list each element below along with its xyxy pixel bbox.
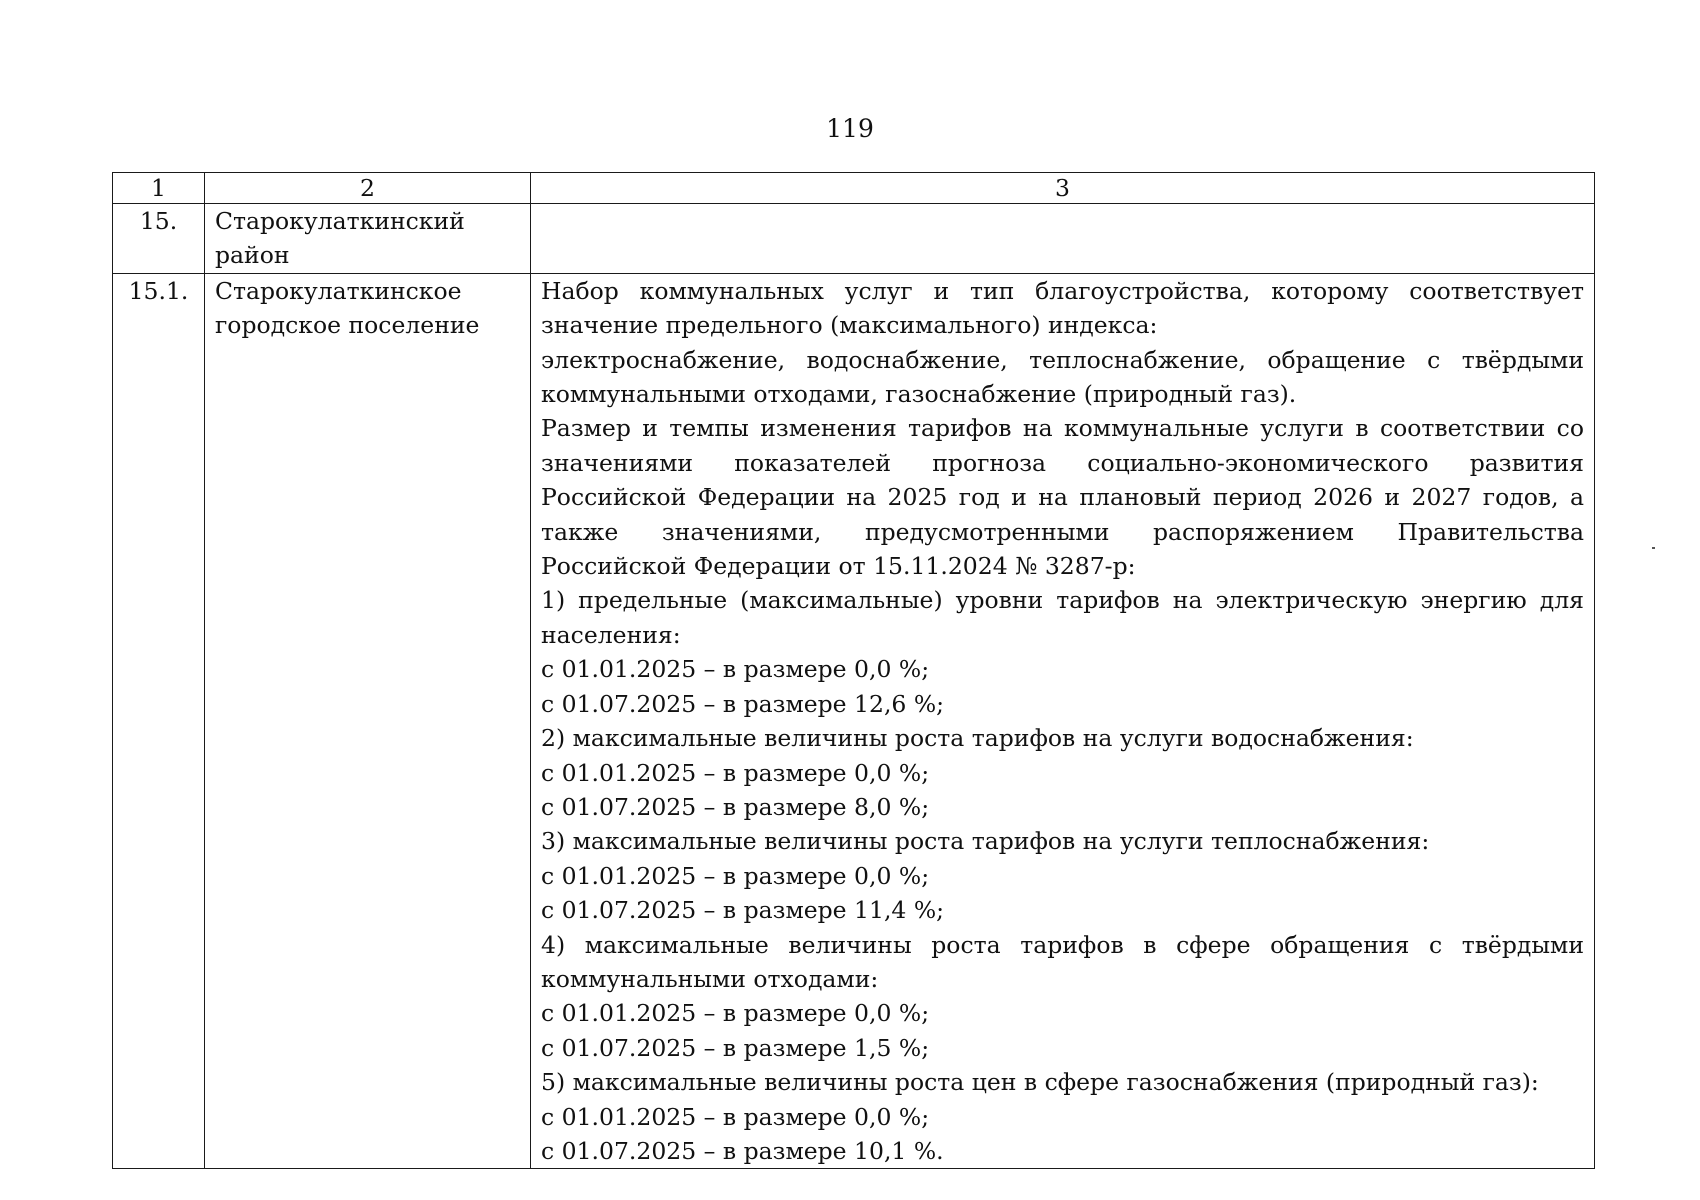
column-number-1: 1 (113, 173, 205, 204)
paragraph-services-list: электроснабжение, водоснабжение, теплоснабжение, обращение с твёрдыми коммунальными отходами, газоснабжение (природный газ). (541, 345, 1584, 409)
item-gas-jul: с 01.07.2025 – в размере 10,1 %. (541, 1136, 944, 1165)
tariff-table (112, 172, 1595, 1169)
item-water-jul: с 01.07.2025 – в размере 8,0 %; (541, 792, 930, 821)
item-waste-jul: с 01.07.2025 – в размере 1,5 %; (541, 1033, 930, 1062)
item-electricity-jul: с 01.07.2025 – в размере 12,6 %; (541, 689, 945, 718)
district-content (531, 204, 1595, 274)
tariff-description (531, 273, 1595, 1169)
district-name: Старокулаткинский район (205, 204, 531, 274)
item-electricity-heading: 1) предельные (максимальные) уровни тарифов на электрическую энергию для населения: (541, 586, 1584, 649)
column-number-2: 2 (205, 173, 531, 204)
table-row-district (113, 204, 1595, 274)
item-waste-jan: с 01.01.2025 – в размере 0,0 %; (541, 999, 930, 1028)
item-water-jan: с 01.01.2025 – в размере 0,0 %; (541, 758, 930, 787)
table-header-row (113, 173, 1595, 204)
item-gas-jan: с 01.01.2025 – в размере 0,0 %; (541, 1102, 930, 1131)
district-number: 15. (113, 204, 205, 274)
settlement-number: 15.1. (113, 273, 205, 1169)
scan-speck (1652, 547, 1655, 549)
page-number: 119 (826, 114, 874, 143)
paragraph-tariff-basis: Размер и темпы изменения тарифов на коммунальные услуги в соответствии со значениями показателей прогноза социально-экономического развития Российской Федерации на 2025 год и на плановый период 2026 и 2027 годов, а также значениями, предусмотренными распоряжением Правительства Российской Федерации от 15.11.2024 № 3287-р: (541, 414, 1584, 581)
item-gas-heading: 5) максимальные величины роста цен в сфере газоснабжения (природный газ): (541, 1068, 1539, 1097)
table-row-settlement (113, 273, 1595, 1169)
item-heat-heading: 3) максимальные величины роста тарифов на услуги теплоснабжения: (541, 827, 1430, 856)
item-waste-heading: 4) максимальные величины роста тарифов в сфере обращения с твёрдыми коммунальными отходами: (541, 930, 1584, 993)
item-water-heading: 2) максимальные величины роста тарифов на услуги водоснабжения: (541, 724, 1414, 753)
settlement-name: Старокулаткинское городское поселение (205, 273, 531, 1169)
item-heat-jul: с 01.07.2025 – в размере 11,4 %; (541, 896, 945, 925)
paragraph-index-intro: Набор коммунальных услуг и тип благоустройства, которому соответствует значение предельного (максимального) индекса: (541, 276, 1584, 340)
column-number-3: 3 (531, 173, 1595, 204)
item-heat-jan: с 01.01.2025 – в размере 0,0 %; (541, 861, 930, 890)
item-electricity-jan: с 01.01.2025 – в размере 0,0 %; (541, 655, 930, 684)
